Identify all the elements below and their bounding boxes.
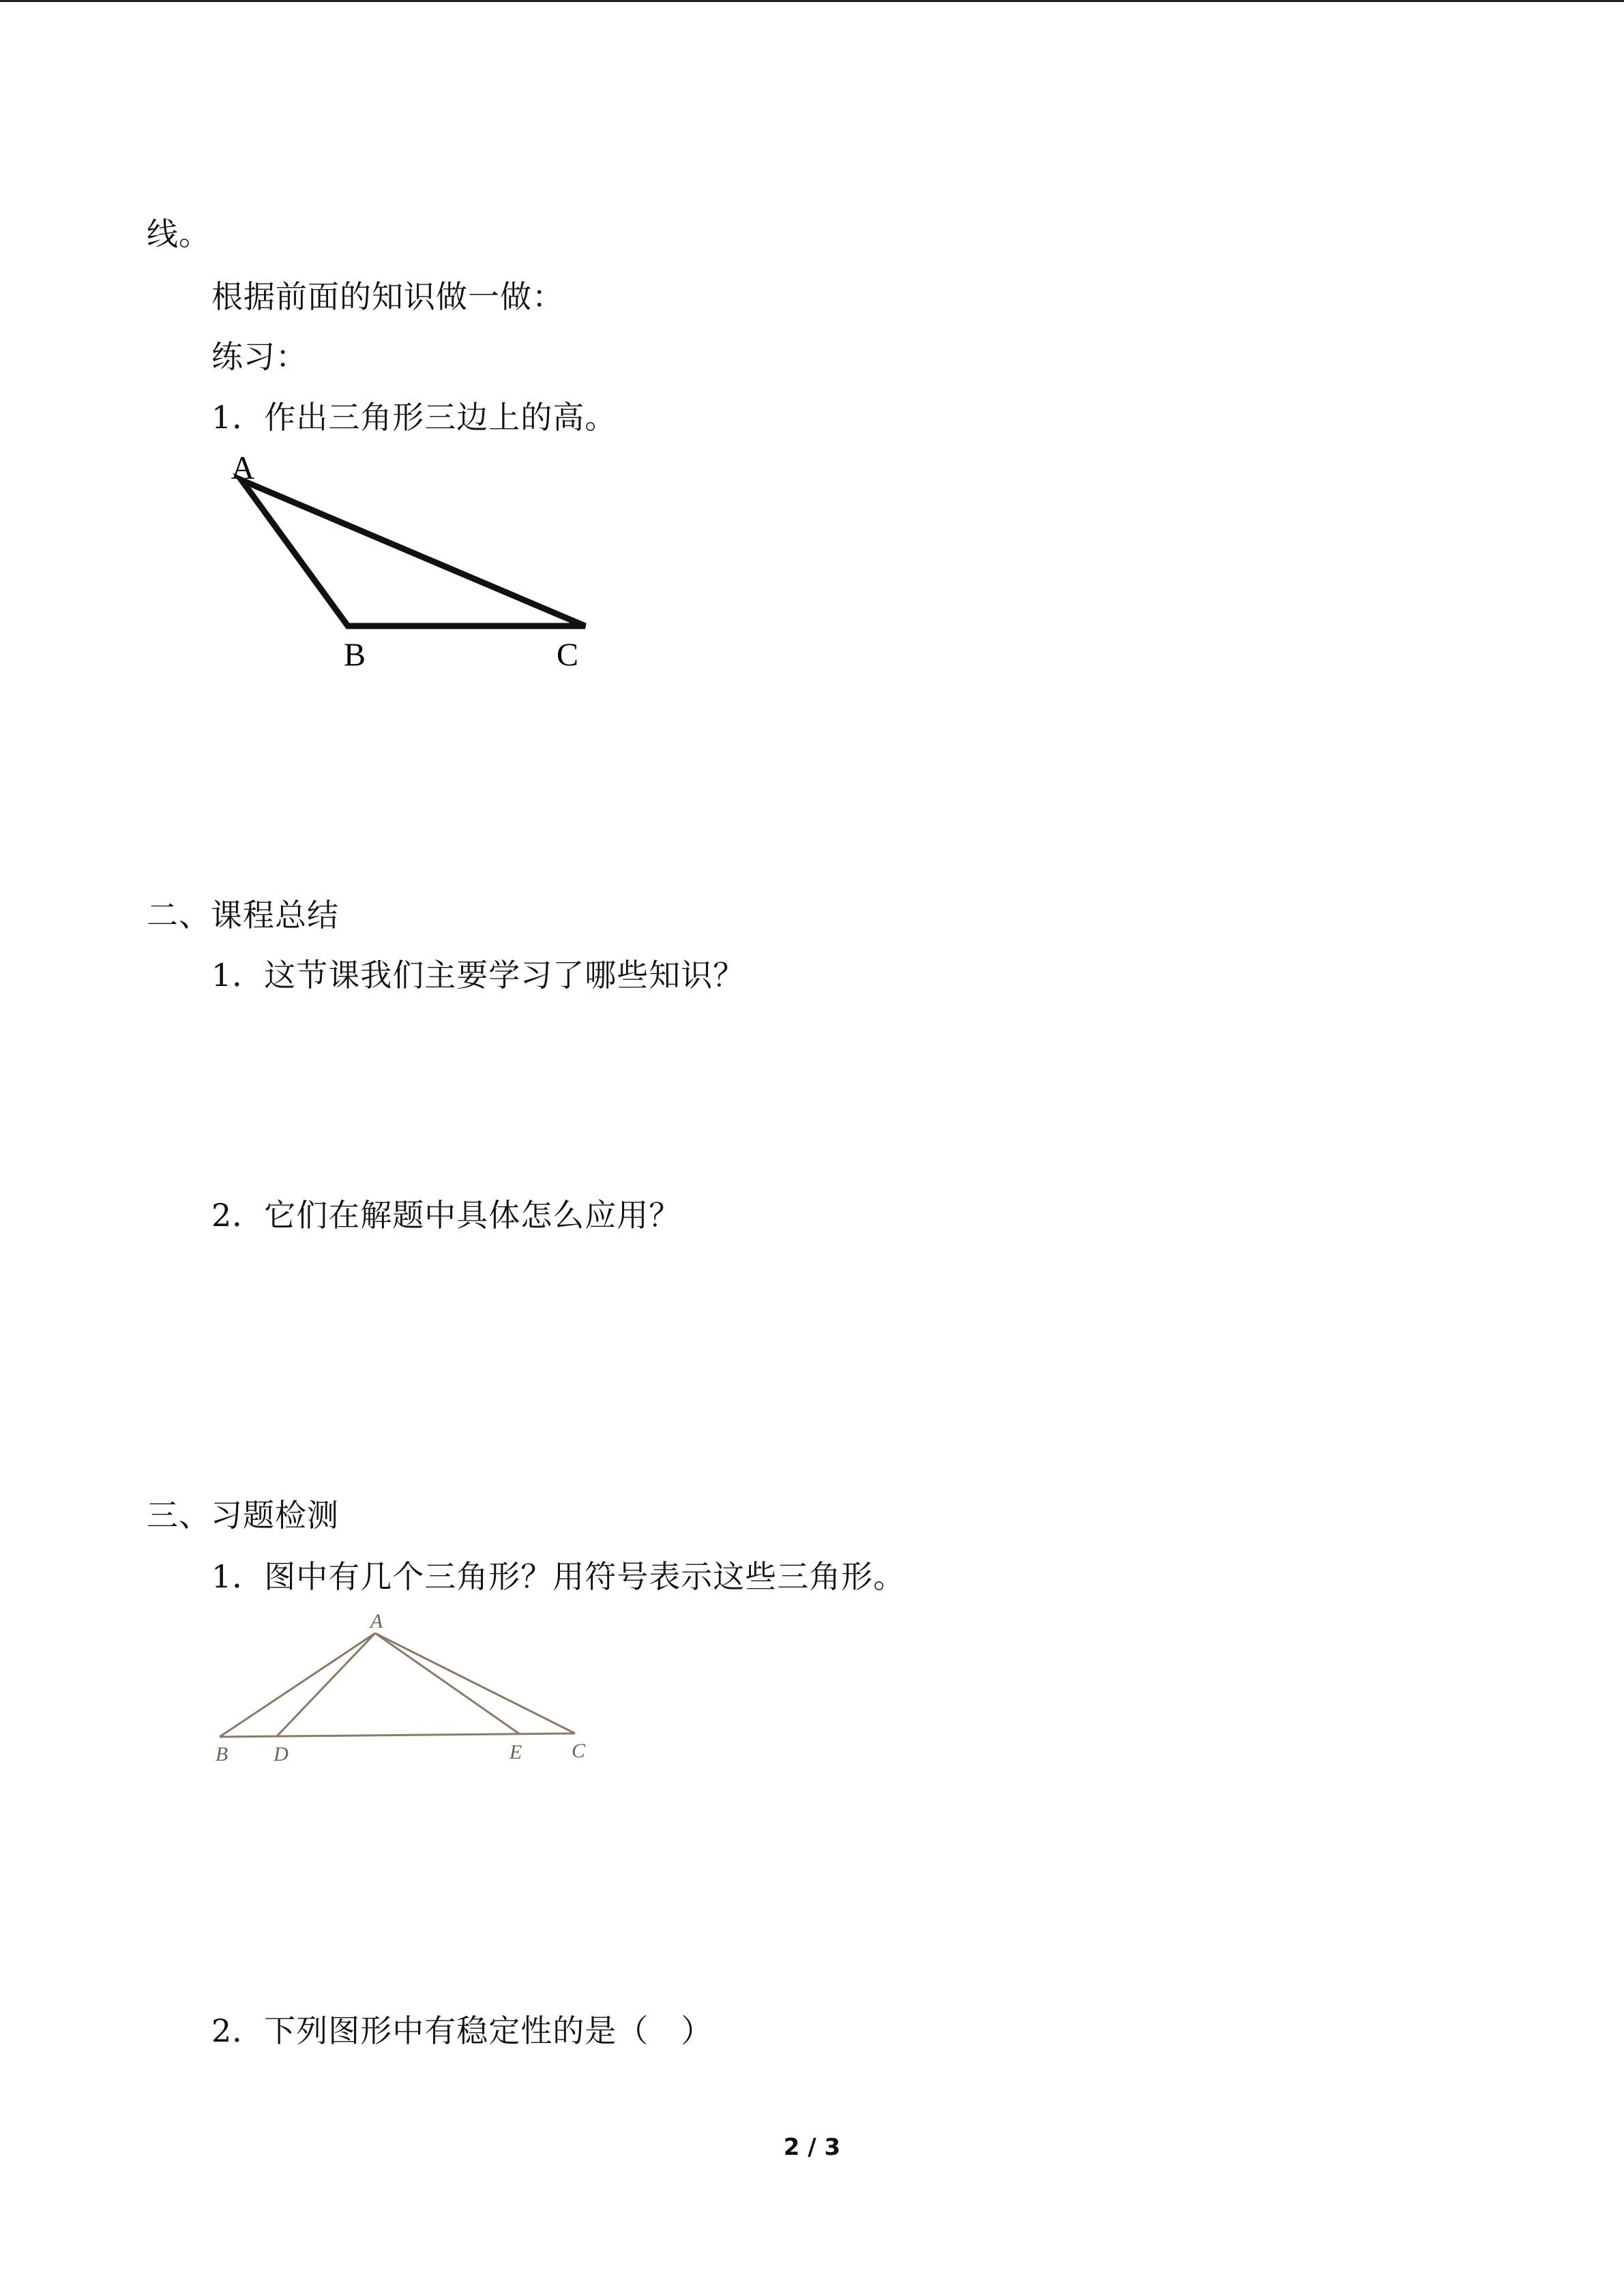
section-3-question-1: 1．图中有几个三角形？用符号表示这些三角形。 [211, 1558, 906, 1595]
exercise-1-text: 1．作出三角形三边上的高。 [211, 399, 617, 436]
segment-ae [375, 1633, 520, 1734]
section-3-question-2: 2．下列图形中有稳定性的是（ ） [211, 2012, 713, 2049]
intro-text: 根据前面的知识做一做： [211, 278, 564, 315]
vertex-label-c: C [571, 1740, 586, 1762]
section-2-question-2: 2．它们在解题中具体怎么应用？ [211, 1197, 681, 1234]
section-2-title: 二、课程总结 [147, 897, 339, 934]
triangle-lines [220, 1633, 575, 1737]
vertex-label-b: B [215, 1743, 228, 1765]
segment-ab [220, 1633, 375, 1737]
vertex-label-a: A [370, 1610, 383, 1632]
triangle-abc-figure [225, 450, 607, 696]
exercise-heading: 练习： [211, 338, 308, 375]
vertex-label-a: A [231, 450, 255, 486]
section-3-title: 三、习题检测 [147, 1497, 339, 1534]
triangle-abdec-figure [205, 1606, 600, 1770]
section-2-question-1: 1．这节课我们主要学习了哪些知识？ [211, 957, 745, 994]
vertex-label-d: D [274, 1743, 289, 1765]
vertex-label-b: B [343, 637, 366, 673]
segment-ad [277, 1633, 375, 1736]
vertex-label-c: C [556, 637, 579, 673]
triangle-abc [241, 480, 585, 626]
vertex-label-e: E [509, 1741, 522, 1763]
top-rule [0, 0, 1624, 2]
page-number: 2 / 3 [783, 2134, 841, 2161]
segment-bc [220, 1733, 575, 1737]
continuation-text: 线。 [147, 215, 211, 252]
segment-ac [375, 1633, 575, 1733]
